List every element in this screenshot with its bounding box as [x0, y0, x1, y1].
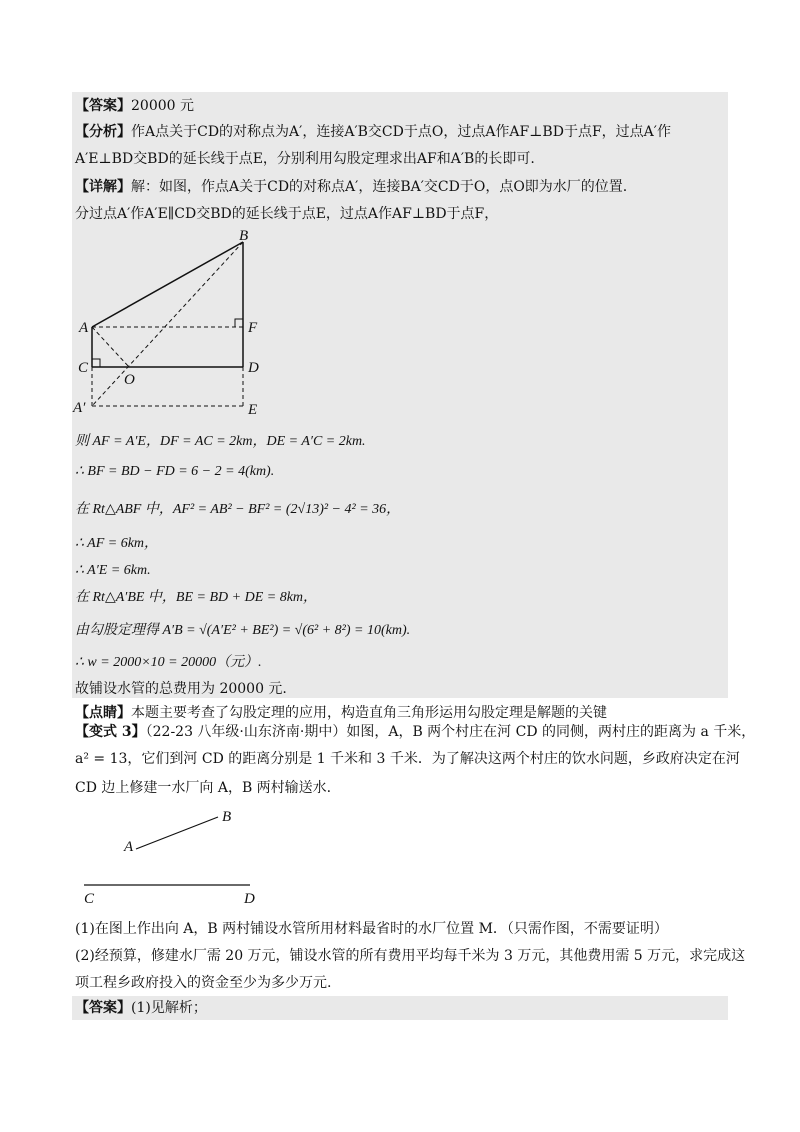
step-7: 由勾股定理得 A′B = √(A′E² + BE²) = √(6² + 8²) = 10(km). — [75, 623, 411, 638]
variant-line-3: CD 边上修建一水厂向 A，B 两村输送水. — [75, 780, 332, 796]
answer-2-label: 【答案】 — [75, 1000, 131, 1016]
detail-label: 【详解】 — [75, 179, 131, 195]
right-angle-C — [92, 359, 100, 367]
label-B: B — [239, 228, 249, 244]
dashed-AO — [92, 327, 129, 367]
step-2: ∴ BF = BD − FD = 6 − 2 = 4(km). — [75, 464, 275, 479]
label-F: F — [248, 320, 258, 336]
detail-text-1: 解：如图，作点A关于CD的对称点A′，连接BA′交CD于O，点O即为水厂的位置. — [131, 179, 628, 195]
label-C-2: C — [84, 891, 95, 905]
question-2-line-2: 项工程乡政府投入的资金至少为多少万元. — [75, 975, 332, 991]
step-5: ∴ A′E = 6km. — [75, 563, 151, 578]
analysis-line-1 — [75, 122, 671, 142]
analysis-line-2 — [75, 149, 535, 169]
question-1: (1)在图上作出向 A，B 两村铺设水管所用材料最省时的水厂位置 M．（只需作图，不需要证明） — [75, 921, 668, 937]
variant-line-2: a² = 13，它们到河 CD 的距离分别是 1 千米和 3 千米．为了解决这两个村庄的饮水问题，乡政府决定在河 — [75, 751, 740, 767]
label-A: A — [79, 320, 89, 336]
comment-label: 【点睛】 — [75, 705, 131, 721]
right-angle-F — [235, 319, 243, 327]
detail-text-2: 分过点A′作A′E∥CD交BD的延长线于点E，过点A作AF⊥BD于点F， — [75, 206, 499, 222]
label-O: O — [124, 372, 135, 388]
segment-AB — [92, 242, 243, 327]
geometry-figure-2 — [72, 805, 272, 905]
step-3: 在 Rt△ABF 中，AF² = AB² − BF² = (2√13)² − 4² = 36， — [75, 502, 401, 517]
answer-label: 【答案】 — [75, 98, 131, 114]
analysis-text-1: 作A点关于CD的对称点为A′，连接A′B交CD于点O，过点A作AF⊥BD于点F，过点A′作 — [131, 124, 671, 140]
variant-text-1: （22-23 八年级·山东济南·期中）如图，A，B 两个村庄在河 CD 的同侧，两村庄的距离为 a 千米， — [145, 724, 756, 740]
step-4: ∴ AF = 6km， — [75, 536, 159, 551]
question-2-line-1: (2)经预算，修建水厂需 20 万元，铺设水管的所有费用平均每千米为 3 万元，其他费用需 5 万元，求完成这 — [75, 948, 746, 964]
analysis-label: 【分析】 — [75, 124, 131, 140]
label-C: C — [78, 360, 89, 376]
label-A-2: A — [124, 839, 134, 855]
step-1: 则 AF = A′E，DF = AC = 2km，DE = A′C = 2km. — [75, 434, 366, 449]
variant-line-1 — [75, 722, 755, 742]
label-E: E — [248, 402, 258, 418]
answer-2-text: (1)见解析； — [131, 1000, 207, 1016]
detail-line-1 — [75, 177, 627, 197]
comment-line — [75, 703, 607, 723]
comment-text: 本题主要考查了勾股定理的应用，构造直角三角形运用勾股定理是解题的关键 — [131, 705, 607, 721]
detail-line-2 — [75, 204, 498, 224]
step-6: 在 Rt△A′BE 中，BE = BD + DE = 8km， — [75, 590, 318, 605]
dashed-BA2 — [92, 242, 243, 406]
segment-AB-2 — [136, 817, 218, 849]
answer-line — [75, 96, 194, 116]
label-D: D — [248, 360, 259, 376]
label-B-2: B — [222, 809, 232, 825]
answer-text: 20000 元 — [131, 98, 194, 114]
step-8: ∴ w = 2000×10 = 20000（元）. — [75, 655, 262, 670]
answer-2-line — [75, 998, 207, 1018]
analysis-text-2: A′E⊥BD交BD的延长线于点E，分别利用勾股定理求出AF和A′B的长即可. — [75, 151, 535, 167]
label-A-prime: A′ — [73, 400, 86, 416]
geometry-figure-1 — [72, 226, 272, 421]
label-D-2: D — [244, 891, 255, 905]
step-9: 故铺设水管的总费用为 20000 元. — [75, 681, 287, 697]
variant-label: 【变式 3】 — [75, 724, 146, 740]
